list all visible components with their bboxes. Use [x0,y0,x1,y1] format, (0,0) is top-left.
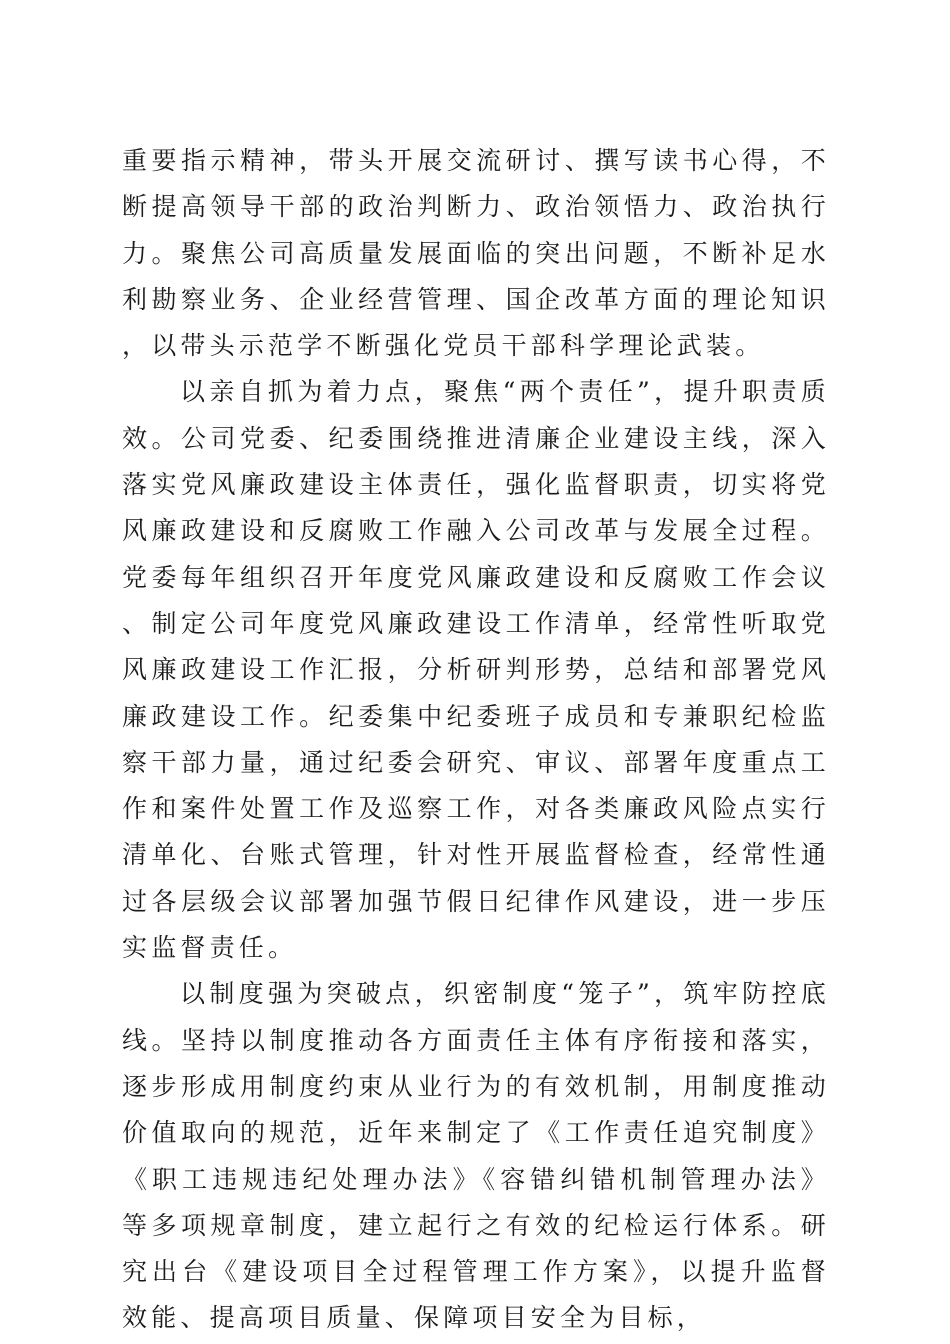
paragraph-1: 重要指示精神，带头开展交流研讨、撰写读书心得，不断提高领导干部的政治判断力、政治领悟力、政治执行力。聚焦公司高质量发展面临的突出问题，不断补足水利勘察业务、企业经营管理、国企改革方面的理论知识，以带头示范学不断强化党员干部科学理论武装。 [122,146,830,361]
document-body [122,138,830,1342]
paragraph-2: 以亲自抓为着力点，聚焦“两个责任”，提升职责质效。公司党委、纪委围绕推进清廉企业建设主线，深入落实党风廉政建设主体责任，强化监督职责，切实将党风廉政建设和反腐败工作融入公司改革与发展全过程。党委每年组织召开年度党风廉政建设和反腐败工作会议、制定公司年度党风廉政建设工作清单，经常性听取党风廉政建设工作汇报，分析研判形势，总结和部署党风廉政建设工作。纪委集中纪委班子成员和专兼职纪检监察干部力量，通过纪委会研究、审议、部署年度重点工作和案件处置工作及巡察工作，对各类廉政风险点实行清单化、台账式管理，针对性开展监督检查，经常性通过各层级会议部署加强节假日纪律作风建设，进一步压实监督责任。 [122,377,830,963]
paragraph-3: 以制度强为突破点，织密制度“笼子”，筑牢防控底线。坚持以制度推动各方面责任主体有序衔接和落实，逐步形成用制度约束从业行为的有效机制，用制度推动价值取向的规范，近年来制定了《工作责任追究制度》《职工违规违纪处理办法》《容错纠错机制管理办法》等多项规章制度，建立起行之有效的纪检运行体系。研究出台《建设项目全过程管理工作方案》，以提升监督效能、提高项目质量、保障项目安全为目标， [122,979,830,1333]
